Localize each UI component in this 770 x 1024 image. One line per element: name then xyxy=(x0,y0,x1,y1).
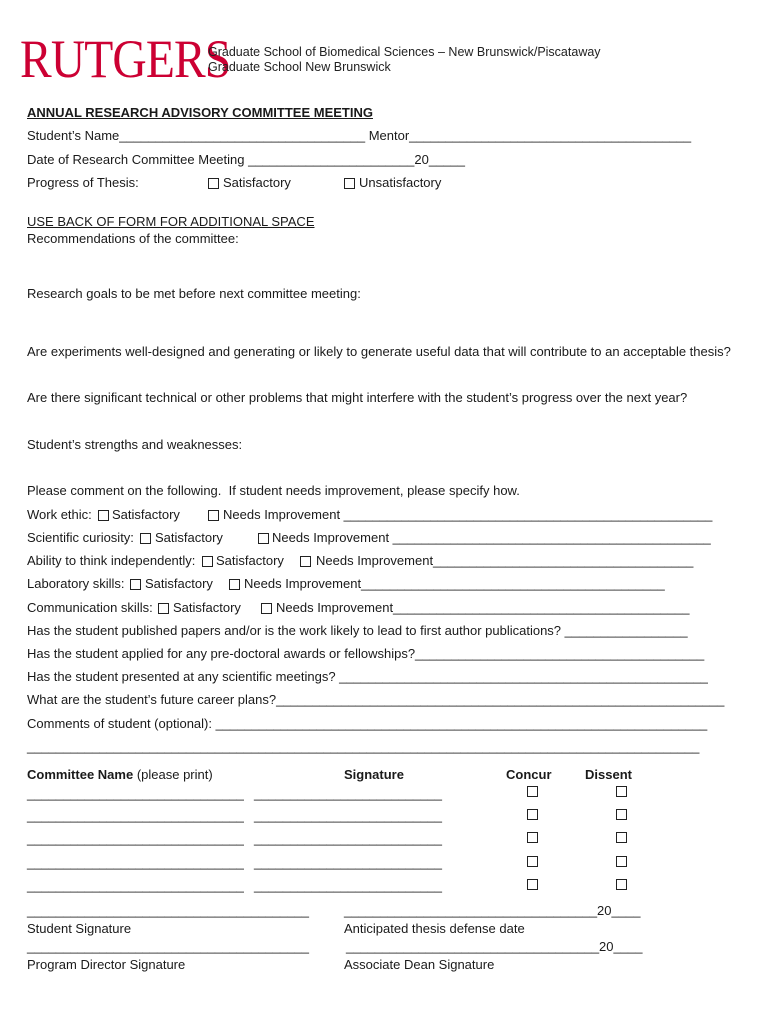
concur-checkbox[interactable] xyxy=(527,856,538,867)
dissent-checkbox[interactable] xyxy=(616,856,627,867)
student-signature-label: Student Signature xyxy=(27,921,132,936)
dissent-checkbox[interactable] xyxy=(616,809,627,820)
student-comments-line[interactable]: Comments of student (optional): ____________________________________________________________________ xyxy=(27,716,708,731)
curiosity-needs-improvement-line[interactable]: Needs Improvement ____________________________________________ xyxy=(272,530,711,545)
header-line-1: Graduate School of Biomedical Sciences – New Brunswick/Piscataway xyxy=(208,45,601,59)
committee-name-header xyxy=(27,767,213,783)
committee-name-line[interactable]: ______________________________ xyxy=(27,855,244,870)
concur-checkbox[interactable] xyxy=(527,879,538,890)
career-plans-question[interactable]: What are the student’s future career plans?______________________________________________________________ xyxy=(27,692,725,707)
dissent-checkbox[interactable] xyxy=(616,832,627,843)
rating-label-communication: Communication skills: xyxy=(27,600,153,615)
lab-skills-satisfactory-label: Satisfactory xyxy=(145,576,213,591)
communication-satisfactory-label: Satisfactory xyxy=(173,600,241,615)
recommendations-label: Recommendations of the committee: xyxy=(27,231,239,246)
defense-date-line[interactable]: ___________________________________20____ xyxy=(344,903,641,918)
work-ethic-satisfactory-checkbox[interactable] xyxy=(98,510,109,521)
rating-label-scientific-curiosity: Scientific curiosity: xyxy=(27,530,134,545)
committee-signature-line[interactable]: __________________________ xyxy=(254,855,442,870)
header-line-2: Graduate School New Brunswick xyxy=(208,60,391,74)
form-title: ANNUAL RESEARCH ADVISORY COMMITTEE MEETING xyxy=(27,105,373,120)
progress-satisfactory-label: Satisfactory xyxy=(223,175,291,190)
problems-question: Are there significant technical or other problems that might interfere with the student’s progress over the next year? xyxy=(27,390,688,405)
communication-needs-improvement-checkbox[interactable] xyxy=(261,603,272,614)
research-goals-label: Research goals to be met before next committee meeting: xyxy=(27,286,361,301)
strengths-label: Student’s strengths and weaknesses: xyxy=(27,437,243,452)
committee-signature-line[interactable]: __________________________ xyxy=(254,808,442,823)
concur-checkbox[interactable] xyxy=(527,832,538,843)
curiosity-satisfactory-checkbox[interactable] xyxy=(140,533,151,544)
meeting-date-line[interactable]: Date of Research Committee Meeting _______________________20_____ xyxy=(27,152,465,167)
meetings-question[interactable]: Has the student presented at any scientific meetings? ___________________________________________________ xyxy=(27,669,708,684)
committee-name-line[interactable]: ______________________________ xyxy=(27,878,244,893)
dissent-header: Dissent xyxy=(585,767,632,782)
dean-signature-line[interactable]: ___________________________________20____ xyxy=(346,939,643,954)
rating-label-independence: Ability to think independently: xyxy=(27,553,196,568)
independence-satisfactory-label: Satisfactory xyxy=(216,553,284,568)
director-signature-line[interactable]: _______________________________________ xyxy=(27,939,309,954)
curiosity-satisfactory-label: Satisfactory xyxy=(155,530,223,545)
publications-question[interactable]: Has the student published papers and/or is the work likely to lead to first author publications? _________________ xyxy=(27,623,688,638)
signature-header: Signature xyxy=(344,767,404,782)
progress-unsatisfactory-label: Unsatisfactory xyxy=(359,175,442,190)
rating-label-work-ethic: Work ethic: xyxy=(27,507,92,522)
progress-unsatisfactory-checkbox[interactable] xyxy=(344,178,355,189)
rating-label-lab-skills: Laboratory skills: xyxy=(27,576,125,591)
work-ethic-needs-improvement-checkbox[interactable] xyxy=(208,510,219,521)
lab-skills-satisfactory-checkbox[interactable] xyxy=(130,579,141,590)
dissent-checkbox[interactable] xyxy=(616,879,627,890)
work-ethic-satisfactory-label: Satisfactory xyxy=(112,507,180,522)
dean-signature-label: Associate Dean Signature xyxy=(344,957,495,972)
curiosity-needs-improvement-checkbox[interactable] xyxy=(258,533,269,544)
concur-checkbox[interactable] xyxy=(527,809,538,820)
work-ethic-needs-improvement-line[interactable]: Needs Improvement ___________________________________________________ xyxy=(223,507,713,522)
independence-needs-improvement-line[interactable]: Needs Improvement____________________________________ xyxy=(316,553,694,568)
concur-header: Concur xyxy=(506,767,552,782)
student-comments-continuation-line[interactable]: _____________________________________________________________________________________________ xyxy=(27,739,700,754)
comment-intro: Please comment on the following. If student needs improvement, please specify how. xyxy=(27,483,520,498)
committee-name-header-bold: Committee Name xyxy=(27,767,134,782)
fellowships-question[interactable]: Has the student applied for any pre-doctoral awards or fellowships?________________________________________ xyxy=(27,646,705,661)
dissent-checkbox[interactable] xyxy=(616,786,627,797)
committee-signature-line[interactable]: __________________________ xyxy=(254,878,442,893)
back-of-form-note: USE BACK OF FORM FOR ADDITIONAL SPACE xyxy=(27,214,315,229)
progress-satisfactory-checkbox[interactable] xyxy=(208,178,219,189)
student-signature-line[interactable]: _______________________________________ xyxy=(27,903,309,918)
committee-signature-line[interactable]: __________________________ xyxy=(254,831,442,846)
concur-checkbox[interactable] xyxy=(527,786,538,797)
committee-signature-line[interactable]: __________________________ xyxy=(254,786,442,801)
defense-date-label: Anticipated thesis defense date xyxy=(344,921,525,936)
committee-name-line[interactable]: ______________________________ xyxy=(27,786,244,801)
experiments-question: Are experiments well-designed and generating or likely to generate useful data that will contribute to an acceptable thesis? xyxy=(27,344,731,359)
rutgers-logo: RUTGERS xyxy=(20,29,231,89)
lab-skills-needs-improvement-line[interactable]: Needs Improvement__________________________________________ xyxy=(244,576,665,591)
communication-needs-improvement-line[interactable]: Needs Improvement_________________________________________ xyxy=(276,600,690,615)
independence-satisfactory-checkbox[interactable] xyxy=(202,556,213,567)
committee-name-header-note: (please print) xyxy=(133,767,213,782)
lab-skills-needs-improvement-checkbox[interactable] xyxy=(229,579,240,590)
director-signature-label: Program Director Signature xyxy=(27,957,186,972)
communication-satisfactory-checkbox[interactable] xyxy=(158,603,169,614)
committee-name-line[interactable]: ______________________________ xyxy=(27,831,244,846)
independence-needs-improvement-checkbox[interactable] xyxy=(300,556,311,567)
student-mentor-line[interactable]: Student’s Name__________________________________ Mentor_______________________________________ xyxy=(27,128,692,143)
progress-label: Progress of Thesis: xyxy=(27,175,139,190)
committee-name-line[interactable]: ______________________________ xyxy=(27,808,244,823)
